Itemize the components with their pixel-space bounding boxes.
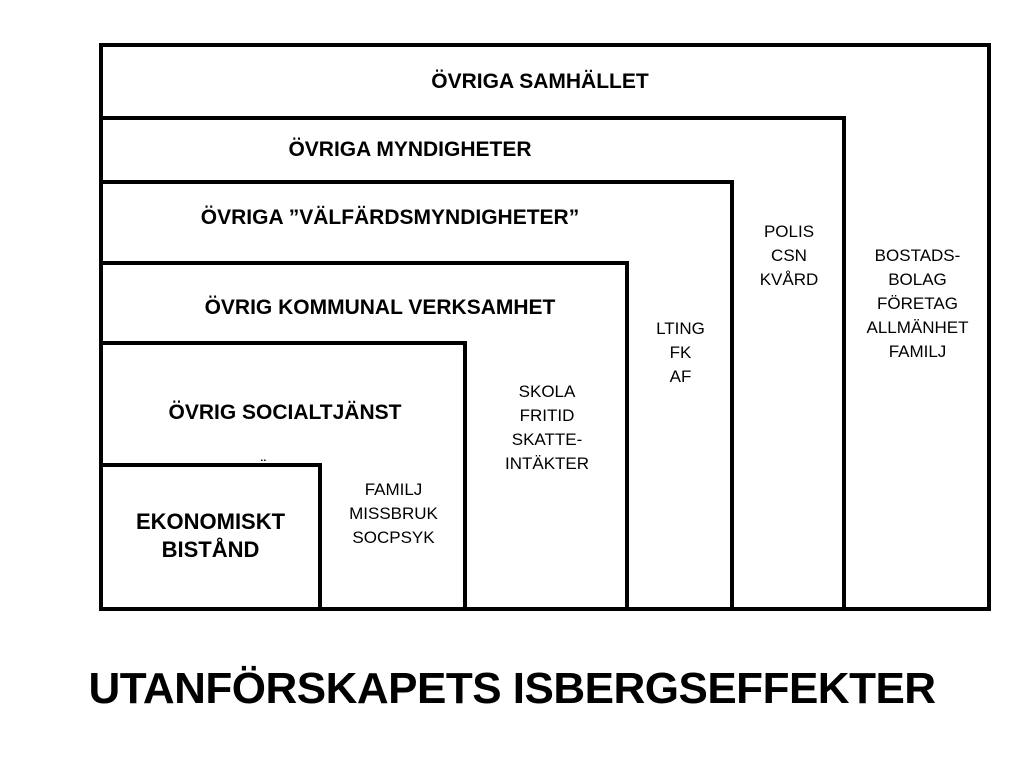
list-item: POLIS — [763, 222, 815, 241]
list-item: FRITID — [519, 406, 575, 425]
list-item: CSN — [771, 246, 807, 265]
layer-ovriga-samhallet-items — [846, 244, 989, 364]
list-item: SKATTE- — [511, 430, 583, 449]
list-item: INTÄKTER — [504, 454, 590, 473]
list-item: BOLAG — [888, 270, 947, 289]
core-line: BISTÅND — [161, 537, 260, 562]
list-item: FAMILJ — [364, 480, 423, 499]
list-item: SOCPSYK — [352, 528, 435, 547]
list-item: ALLMÄNHET — [866, 318, 969, 337]
list-item: FK — [669, 343, 692, 362]
layer-socialtjanst-label: ÖVRIG SOCIALTJÄNST — [168, 401, 402, 424]
layer-socialtjanst-items — [322, 478, 465, 550]
list-item: MISSBRUK — [349, 504, 438, 523]
layer-ovriga-myndigheter-label: ÖVRIGA MYNDIGHETER — [288, 138, 532, 161]
layer-valfardsmyndigheter-items — [629, 317, 732, 389]
list-item: FAMILJ — [888, 342, 947, 361]
layer-kommunal-verksamhet-items — [467, 380, 627, 476]
layer-ovriga-samhallet-label: ÖVRIGA SAMHÄLLET — [431, 70, 649, 93]
list-item: BOSTADS- — [874, 246, 961, 265]
list-item: LTING — [656, 319, 705, 338]
core-ekonomiskt-bistand-label — [103, 508, 318, 564]
layer-kommunal-verksamhet-label: ÖVRIG KOMMUNAL VERKSAMHET — [204, 296, 556, 319]
layer-valfardsmyndigheter-label: ÖVRIGA ”VÄLFÄRDSMYNDIGHETER” — [200, 206, 580, 229]
core-line: EKONOMISKT — [135, 509, 286, 534]
list-item: KVÅRD — [759, 270, 819, 289]
stray-mark: ¨ — [261, 456, 266, 472]
list-item: AF — [669, 367, 692, 386]
list-item: FÖRETAG — [877, 294, 958, 313]
list-item: SKOLA — [518, 382, 576, 401]
page-title: UTANFÖRSKAPETS ISBERGSEFFEKTER — [88, 664, 936, 713]
layer-ovriga-myndigheter-items — [734, 220, 844, 292]
